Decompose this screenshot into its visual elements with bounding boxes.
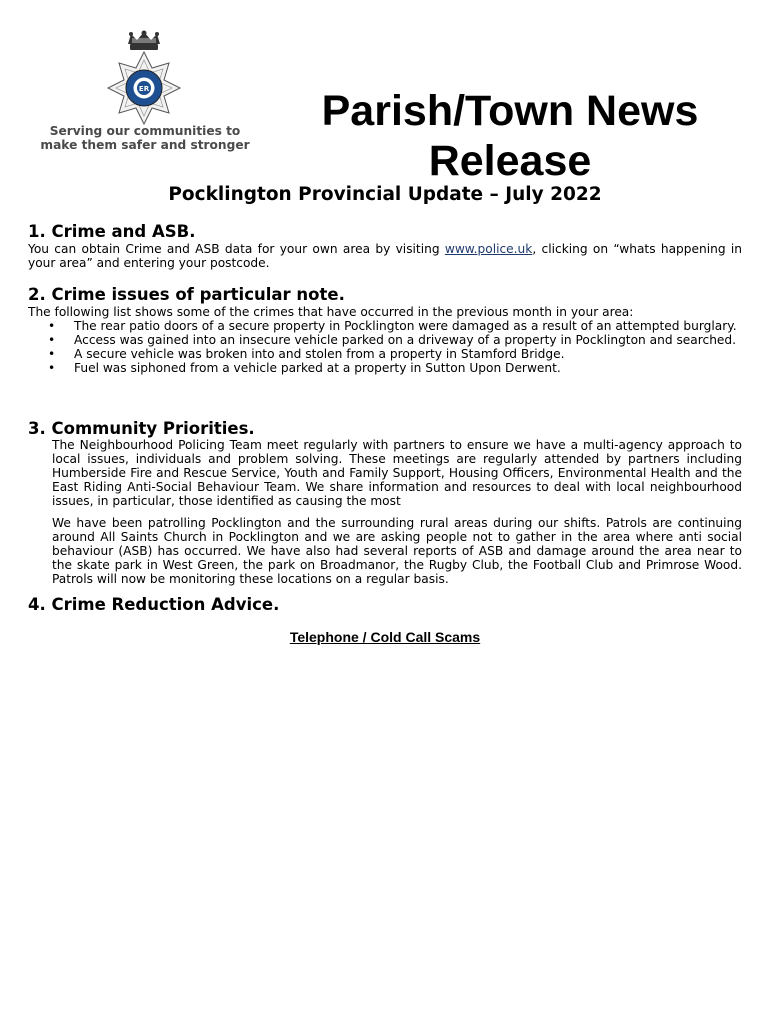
list-item — [48, 347, 742, 361]
section-crime-asb-text — [28, 242, 742, 270]
section-crime-issues-intro: The following list shows some of the crimes that have occurred in the previous month in your area: — [28, 305, 634, 319]
page-subtitle: Pocklington Provincial Update – July 2022 — [168, 184, 602, 205]
crime-issues-list — [48, 319, 742, 375]
bullet-icon: • — [48, 319, 56, 333]
svg-text:ER: ER — [138, 85, 150, 93]
tagline-line-2: make them safer and stronger — [40, 138, 250, 152]
list-item-text: The rear patio doors of a secure property in Pocklington were damaged as a result of an attempted burglary. — [74, 319, 737, 333]
police-uk-link[interactable]: www.police.uk — [444, 242, 533, 256]
list-item — [48, 361, 742, 375]
page-title-line-1: Parish/Town News — [321, 87, 699, 135]
telephone-scams-title: Telephone / Cold Call Scams — [289, 629, 481, 645]
police-logo-block — [40, 30, 250, 160]
police-crest-icon — [102, 30, 186, 126]
crime-asb-text-before-link: You can obtain Crime and ASB data for your own area by visiting — [28, 242, 445, 256]
community-priorities-paragraph-2: We have been patrolling Pocklington and the surrounding rural areas during our shifts. Patrols are continuing around All Saints Church in Pocklington and we are asking people not to gather in the area where anti social behaviour (ASB) has occurred. We have also had several reports of ASB and damage around the area near to the skate park in West Green, the park on Broadmanor, the Rugby Club, the Football Club and Primrose Wood. Patrols will now be monitoring these locations on a regular basis. — [52, 516, 742, 586]
bullet-icon: • — [48, 361, 56, 375]
list-item — [48, 333, 742, 347]
tagline — [40, 124, 250, 152]
community-priorities-paragraph-1: The Neighbourhood Policing Team meet regularly with partners to ensure we have a multi-agency approach to local issues, individuals and problem solving. These meetings are regularly attended by partners including Humberside Fire and Rescue Service, Youth and Family Support, Housing Officers, Environmental Health and the East Riding Anti-Social Behaviour Team. We share information and resources to deal with local neighbourhood issues, in particular, those identified as causing the most — [52, 438, 742, 508]
bullet-icon: • — [48, 333, 56, 347]
section-crime-asb-heading: 1. Crime and ASB. — [28, 222, 196, 241]
section-community-priorities-heading: 3. Community Priorities. — [28, 419, 255, 438]
bullet-icon: • — [48, 347, 56, 361]
section-crime-reduction-heading: 4. Crime Reduction Advice. — [28, 595, 280, 614]
section-crime-issues-heading: 2. Crime issues of particular note. — [28, 285, 345, 304]
page-title-line-2: Release — [428, 137, 592, 185]
page-title — [290, 86, 730, 186]
list-item-text: Access was gained into an insecure vehicle parked on a driveway of a property in Pocklington and searched. — [74, 333, 737, 347]
crime-asb-text-after-link: , clicking on “whats happening in your area” and entering your postcode. — [28, 242, 742, 270]
list-item — [48, 319, 742, 333]
list-item-text: A secure vehicle was broken into and stolen from a property in Stamford Bridge. — [74, 347, 565, 361]
list-item-text: Fuel was siphoned from a vehicle parked at a property in Sutton Upon Derwent. — [74, 361, 561, 375]
tagline-line-1: Serving our communities to — [49, 124, 241, 138]
